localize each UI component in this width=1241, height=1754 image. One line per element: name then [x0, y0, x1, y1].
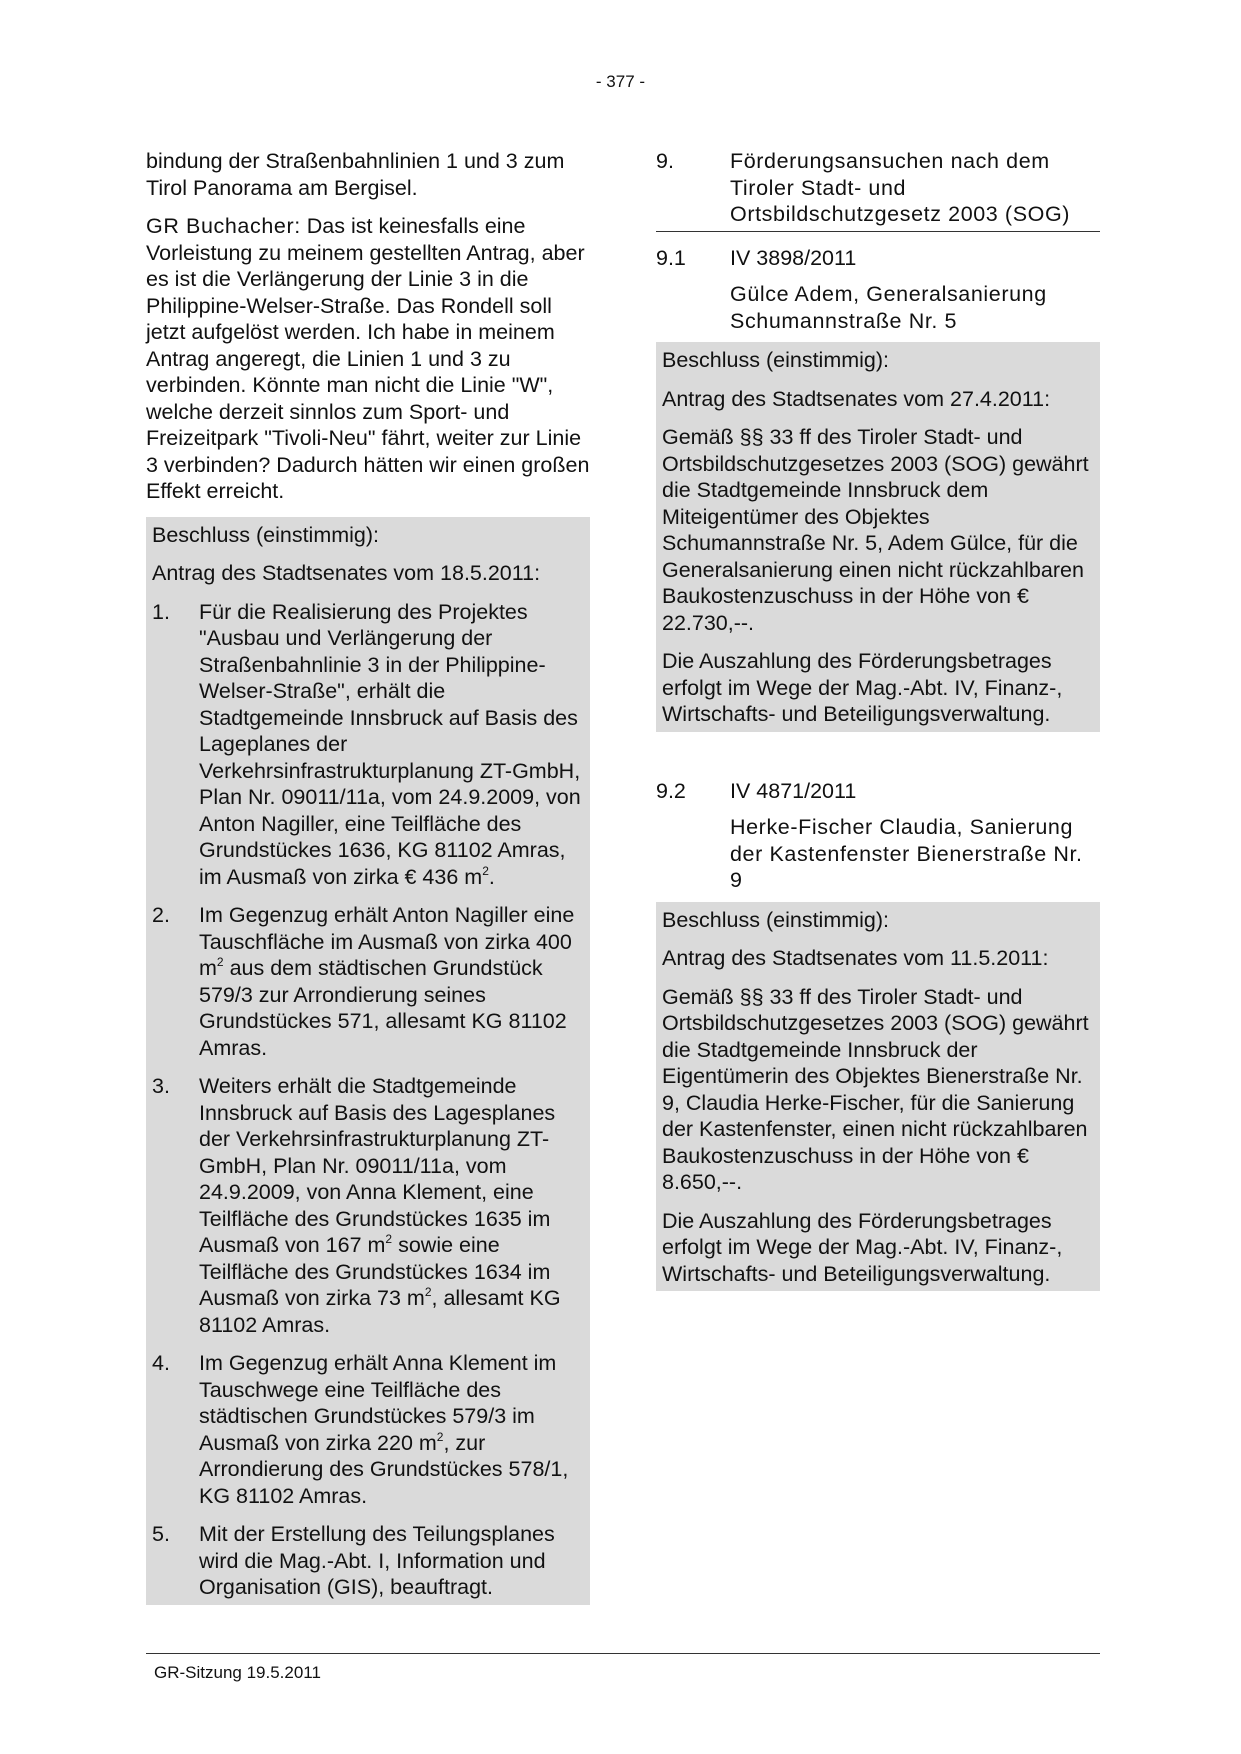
speech-text: Das ist keinesfalls eine Vorleistung zu meinem gestellten Antrag, aber es ist die Verlängerung der Linie 3 in die Philippine-Welser-Straße. Das Rondell soll jetzt aufgelöst werden. Ich habe in meinem Antrag angeregt, die Linien 1 und 3 zu verbinden. Könnte man nicht die Linie "W", welche derzeit sinnlos zum Sport- und Freizeitpark "Tivoli-Neu" fährt, weiter zur Linie 3 verbinden? Dadurch hätten wir einen großen Effekt erreicht.	[146, 214, 590, 503]
payout-note: Die Auszahlung des Förderungsbetrages erfolgt im Wege der Mag.-Abt. IV, Finanz-, Wirtschafts- und Beteiligungsverwaltung.	[662, 649, 1063, 726]
intro-paragraph: bindung der Straßenbahnlinien 1 und 3 zum Tirol Panorama am Bergisel.	[146, 149, 565, 200]
resolution-block	[656, 902, 1100, 1292]
subsection-reference: IV 3898/2011	[730, 245, 857, 270]
footer-text: GR-Sitzung 19.5.2011	[154, 1663, 321, 1682]
subsection-number: 9.1	[656, 245, 686, 270]
list-number: 4.	[152, 1351, 170, 1375]
section-number: 9.	[656, 149, 674, 173]
resolution-block	[656, 342, 1100, 732]
list-number: 3.	[152, 1074, 170, 1098]
right-column	[656, 148, 1100, 1291]
speech-paragraph	[146, 213, 590, 505]
list-number: 5.	[152, 1522, 170, 1546]
resolution-block	[146, 517, 590, 1605]
page-number: - 377 -	[595, 72, 646, 91]
section-divider	[656, 231, 1100, 232]
subsection-heading	[656, 778, 1100, 805]
beschluss-label: Beschluss (einstimmig):	[662, 348, 889, 372]
subsection-reference: IV 4871/2011	[730, 778, 857, 803]
list-item	[152, 902, 584, 1061]
beschluss-label: Beschluss (einstimmig):	[152, 522, 379, 547]
antrag-label: Antrag des Stadtsenates vom 18.5.2011:	[152, 561, 541, 585]
subsection-number: 9.2	[656, 778, 686, 803]
list-item	[152, 1073, 584, 1338]
list-text: Mit der Erstellung des Teilungsplanes wird die Mag.-Abt. I, Information und Organisation (GIS), beauftragt.	[199, 1522, 555, 1599]
beschluss-label: Beschluss (einstimmig):	[662, 907, 889, 932]
list-item	[152, 1521, 584, 1601]
antrag-label: Antrag des Stadtsenates vom 27.4.2011:	[662, 386, 1051, 411]
list-number: 2.	[152, 903, 170, 927]
list-text: Für die Realisierung des Projektes "Ausbau und Verlängerung der Straßenbahnlinie 3 in der Philippine-Welser-Straße", erhält die Stadtgemeinde Innsbruck auf Basis des Lageplanes der Verkehrsinfrastrukturplanung ZT-GmbH, Plan Nr. 09011/11a, vom 24.9.2009, von Anton Nagiller, eine Teilfläche des Grundstückes 1636, KG 81102 Amras, im Ausmaß von zirka € 436 $m^2$.	[199, 599, 581, 889]
subsection-heading	[656, 245, 1100, 272]
speaker-name: GR Buchacher:	[146, 214, 301, 238]
left-column	[146, 148, 590, 1605]
section-title: Förderungsansuchen nach dem Tiroler Stadt- und Ortsbildschutzgesetz 2003 (SOG)	[730, 149, 1071, 226]
list-text: Im Gegenzug erhält Anna Klement im Tauschwege eine Teilfläche des städtischen Grundstückes 579/3 im Ausmaß von zirka 220 $m^2$, zur Arrondierung des Grundstückes 578/1, KG 81102 Amras.	[199, 1351, 569, 1508]
resolution-body: Gemäß §§ 33 ff des Tiroler Stadt- und Ortsbildschutzgesetzes 2003 (SOG) gewährt die Stadtgemeinde Innsbruck dem Miteigentümer des Objektes Schumannstraße Nr. 5, Adem Gülce, für die Generalsanierung einen nicht rückzahlbaren Baukostenzuschuss in der Höhe von € 22.730,--.	[662, 425, 1089, 635]
list-item	[152, 1350, 584, 1509]
list-text: Im Gegenzug erhält Anton Nagiller eine Tauschfläche im Ausmaß von zirka 400 $m^2$ aus dem städtischen Grundstück 579/3 zur Arrondierung seines Grundstückes 571, allesamt KG 81102 Amras.	[199, 903, 575, 1060]
subsection-title: Gülce Adem, Generalsanierung Schumannstraße Nr. 5	[730, 282, 1047, 333]
section-heading	[656, 148, 1100, 228]
payout-note: Die Auszahlung des Förderungsbetrages erfolgt im Wege der Mag.-Abt. IV, Finanz-, Wirtschafts- und Beteiligungsverwaltung.	[662, 1208, 1063, 1286]
list-number: 1.	[152, 599, 170, 624]
list-text: Weiters erhält die Stadtgemeinde Innsbruck auf Basis des Lagesplanes der Verkehrsinfrastrukturplanung ZT-GmbH, Plan Nr. 09011/11a, vom 24.9.2009, von Anna Klement, eine Teilfläche des Grundstückes 1635 im Ausmaß von 167 $m^2$ sowie eine Teilfläche des Grundstückes 1634 im Ausmaß von zirka 73 $m^2$, allesamt KG 81102 Amras.	[199, 1074, 561, 1337]
antrag-label: Antrag des Stadtsenates vom 11.5.2011:	[662, 946, 1049, 970]
subsection-title: Herke-Fischer Claudia, Sanierung der Kastenfenster Bienerstraße Nr. 9	[730, 815, 1083, 892]
resolution-body: Gemäß §§ 33 ff des Tiroler Stadt- und Ortsbildschutzgesetzes 2003 (SOG) gewährt die Stadtgemeinde Innsbruck der Eigentümerin des Objektes Bienerstraße Nr. 9, Claudia Herke-Fischer, für die Sanierung der Kastenfenster, einen nicht rückzahlbaren Baukostenzuschuss in der Höhe von € 8.650,--.	[662, 984, 1089, 1194]
footer-divider	[146, 1653, 1100, 1654]
list-item	[152, 599, 584, 891]
spacer	[656, 732, 1100, 778]
